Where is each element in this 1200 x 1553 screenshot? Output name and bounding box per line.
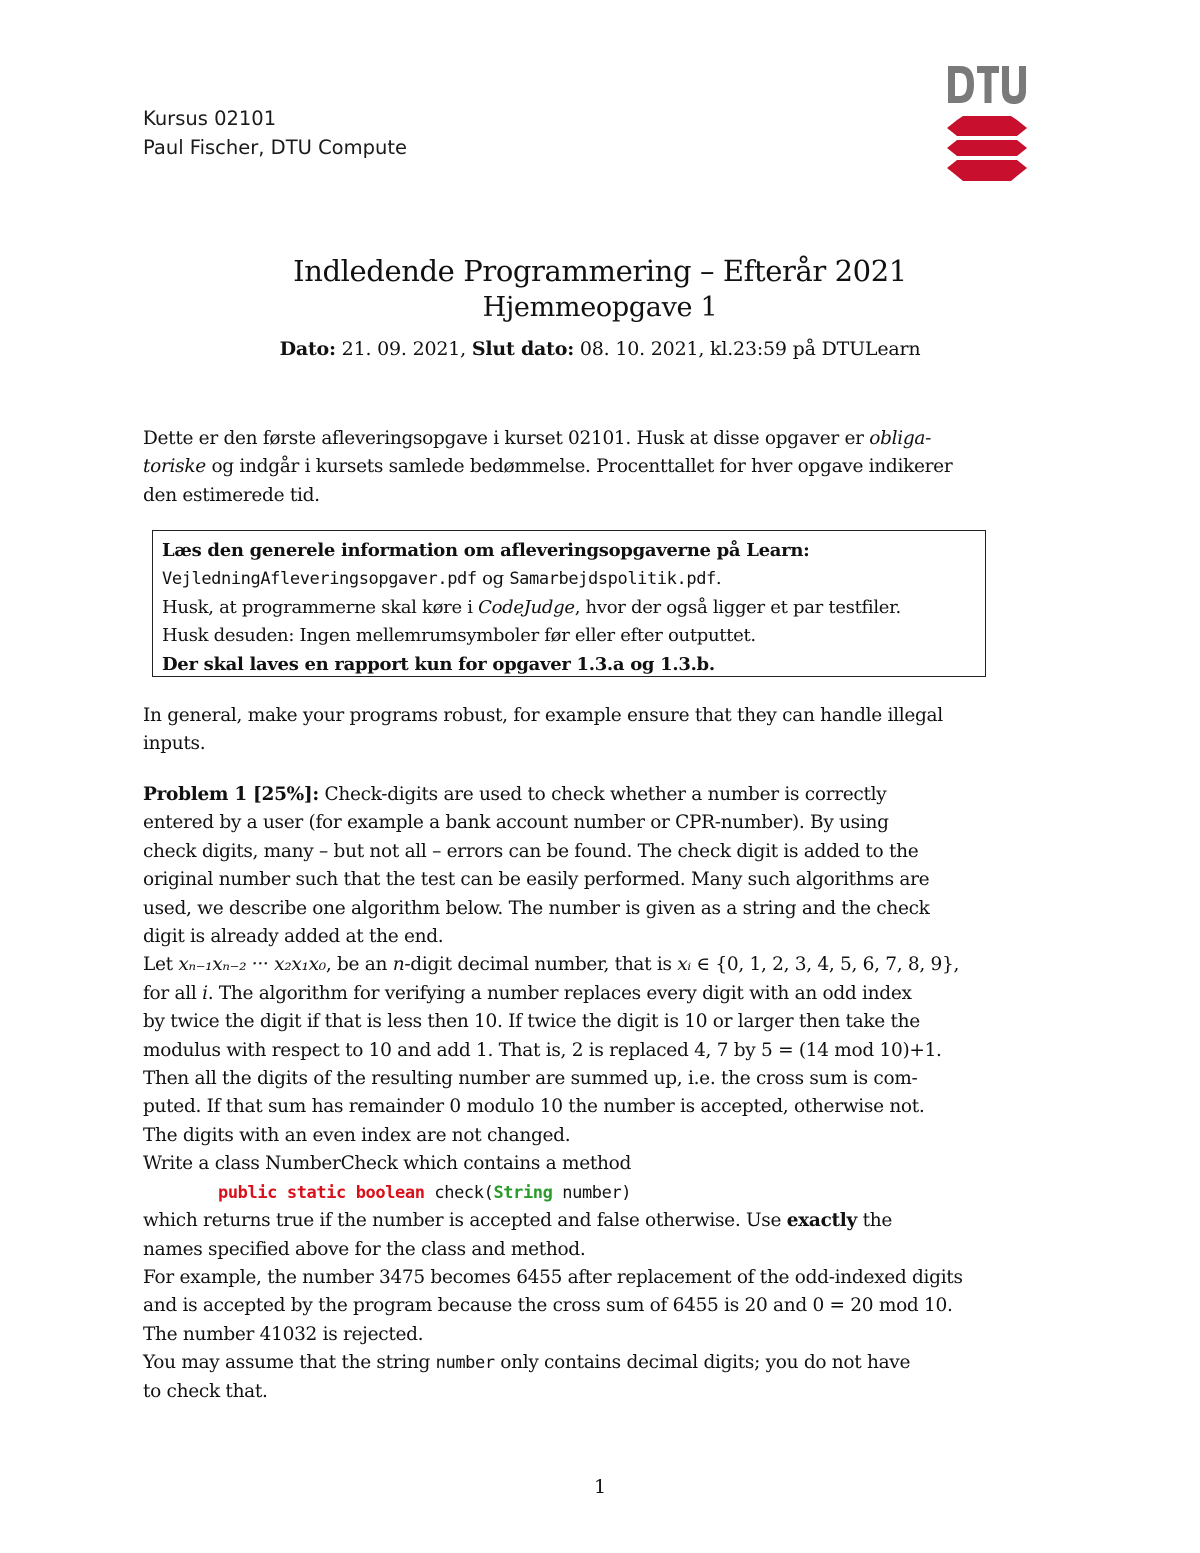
box-bold-5: Der skal laves en rapport kun for opgaver 1.3.a og 1.3.b. [162,653,715,675]
intro-text-1a: Dette er den første afleveringsopgave i kurset 02101. Husk at disse opgaver er [143,428,870,449]
p7d: ∈ {0, 1, 2, 3, 4, 5, 6, 7, 8, 9}, [690,954,960,976]
p21a: You may assume that the string [143,1352,436,1374]
course-code: Kursus 02101 [143,107,277,130]
problem-line-13: The digits with an even index are not changed. [143,1124,571,1146]
info-box [152,530,986,677]
problem-line-14 [143,1150,1005,1178]
general-line-2: inputs. [143,733,206,755]
problem-line-7 [143,951,1005,979]
problem-line-2: entered by a user (for example a bank account number or CPR-number). By using [143,812,889,834]
problem-line-10: modulus with respect to 10 and add 1. That is, 2 is replaced 4, 7 by 5 = (14 mod 10)+1. [143,1039,942,1061]
intro-line-2 [143,453,1005,481]
file-link-vejledning: VejledningAfleveringsopgaver.pdf [162,569,477,590]
intro-line-1 [143,425,1005,453]
date-label: Dato: [279,338,336,360]
date-value: 21. 09. 2021, [335,338,472,360]
problem-line-17: names specified above for the class and method. [143,1238,586,1260]
intro-italic-1: obliga- [869,428,932,449]
problem-label: Problem 1 [25%]: [143,784,319,805]
codejudge-name: CodeJudge [478,596,575,618]
problem-line-22: to check that. [143,1380,268,1402]
general-line-1: In general, make your programs robust, for example ensure that they can handle illegal [143,705,943,726]
dtu-logo [944,64,1030,186]
bold-exactly: exactly [786,1210,857,1232]
intro-text-2b: og indgår i kursets samlede bedømmelse. Procenttallet for hver opgave indikerer [205,456,953,478]
kw-static: static [286,1182,346,1203]
box-text-3c: , hvor der også ligger et par testfiler. [574,596,901,618]
type-string: String [493,1182,553,1203]
document-subtitle: Hjemmeopgave 1 [482,292,718,323]
p14a: Write a class [143,1153,266,1175]
problem-line-3: check digits, many – but not all – errors can be found. The check digit is added to the [143,840,919,862]
end-date-label: Slut dato: [471,338,575,360]
p8a: for all [143,982,203,1004]
p16a: which returns true if the number is accepted and false otherwise. Use [143,1210,787,1232]
box-files-line [162,565,985,593]
title-block [0,252,1200,364]
problem-line-19: and is accepted by the program because the cross sum of 6455 is 20 and 0 = 20 mod 10. [143,1295,953,1317]
intro-italic-2: toriske [143,456,206,478]
p7a: Let [143,954,179,976]
page-number: 1 [593,1476,607,1498]
problem-1 [143,781,1005,1406]
intro-paragraph [143,425,1005,510]
problem-line-11: Then all the digits of the resulting number are summed up, i.e. the cross sum is com- [143,1068,918,1090]
method-name: check( [434,1182,494,1203]
math-xi: xᵢ [677,954,691,976]
p16c: the [856,1210,892,1232]
box-text-3a: Husk, at programmerne skal køre i [162,596,479,618]
p7b: , be an [325,954,393,976]
box-dot: . [715,568,722,590]
kw-public: public [218,1182,278,1203]
problem-line-12: puted. If that sum has remainder 0 modulo 10 the number is accepted, otherwise not. [143,1096,925,1118]
problem-line-21 [143,1349,1005,1377]
problem-line-9: by twice the digit if that is less then 10. If twice the digit is 10 or larger then take the [143,1011,920,1033]
box-line-3 [162,594,985,622]
general-paragraph [143,702,1005,759]
file-link-samarbejd: Samarbejdspolitik.pdf [509,569,716,590]
problem-text-1: Check-digits are used to check whether a number is correctly [318,784,887,805]
dates-line [0,334,1200,364]
problem-line-6: digit is already added at the end. [143,926,444,948]
class-name: NumberCheck [265,1153,398,1175]
end-date-value: 08. 10. 2021, kl.23:59 på DTULearn [574,338,921,360]
document-title: Indledende Programmering – Efterår 2021 [293,254,907,288]
math-digits: xₙ₋₁xₙ₋₂ ··· x₂x₁x₀ [178,954,326,976]
problem-line-8 [143,980,1005,1008]
kw-boolean: boolean [355,1182,425,1203]
box-line-5 [162,651,985,679]
p7c: -digit decimal number, that is [404,954,678,976]
box-og: og [476,568,510,590]
math-i: i [202,982,208,1004]
intro-line-3: den estimerede tid. [143,484,320,506]
p8b: . The algorithm for verifying a number replaces every digit with an odd index [207,982,912,1004]
problem-line-4: original number such that the test can be easily performed. Many such algorithms are [143,869,930,891]
problem-line-20: The number 41032 is rejected. [143,1323,424,1345]
header-info [143,104,407,162]
author: Paul Fischer, DTU Compute [143,136,407,159]
problem-line-18: For example, the number 3475 becomes 6455 after replacement of the odd-indexed digits [143,1266,963,1288]
problem-line-16 [143,1207,1005,1235]
box-heading-text: Læs den generele information om afleveringsopgaverne på Learn: [162,540,810,561]
box-heading [162,537,985,565]
p21c: only contains decimal digits; you do not have [494,1352,911,1374]
param-name: number) [562,1182,632,1203]
math-n: n [392,954,405,976]
problem-line-1 [143,781,1005,809]
box-line-4: Husk desuden: Ingen mellemrumsymboler før eller efter outputtet. [162,625,756,647]
problem-line-5: used, we describe one algorithm below. The number is given as a string and the check [143,897,930,919]
method-signature [143,1179,1005,1207]
p14c: which contains a method [397,1153,631,1175]
code-number: number [435,1353,495,1374]
